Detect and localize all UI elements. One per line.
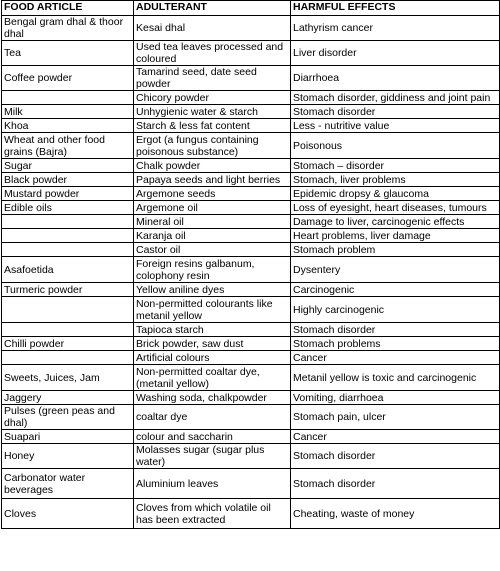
food-article-cell: Asafoetida (2, 257, 134, 283)
harmful-effects-cell: Stomach disorder, giddiness and joint pain (291, 91, 500, 105)
adulterant-cell: Non-permitted coaltar dye, (metanil yellow) (134, 365, 291, 391)
table-row (2, 201, 500, 215)
adulterant-cell: Mineral oil (134, 215, 291, 229)
header-food-article: FOOD ARTICLE (2, 1, 134, 16)
header-row (2, 1, 500, 16)
harmful-effects-cell: Cheating, waste of money (291, 499, 500, 529)
header-adulterant: ADULTERANT (134, 1, 291, 16)
harmful-effects-cell: Less - nutritive value (291, 119, 500, 133)
food-article-cell: Wheat and other food grains (Bajra) (2, 133, 134, 159)
table-row (2, 91, 500, 105)
adulteration-table (1, 0, 500, 529)
table-row (2, 430, 500, 444)
table-body (2, 16, 500, 529)
adulterant-cell: Argemone oil (134, 201, 291, 215)
harmful-effects-cell: Stomach pain, ulcer (291, 405, 500, 430)
food-article-cell: Sugar (2, 159, 134, 173)
harmful-effects-cell: Epidemic dropsy & glaucoma (291, 187, 500, 201)
food-article-cell: Sweets, Juices, Jam (2, 365, 134, 391)
harmful-effects-cell: Cancer (291, 351, 500, 365)
harmful-effects-cell: Cancer (291, 430, 500, 444)
harmful-effects-cell: Stomach disorder (291, 323, 500, 337)
food-article-cell: Bengal gram dhal & thoor dhal (2, 16, 134, 41)
food-article-cell: Khoa (2, 119, 134, 133)
harmful-effects-cell: Liver disorder (291, 41, 500, 66)
food-article-cell (2, 243, 134, 257)
adulterant-cell: Starch & less fat content (134, 119, 291, 133)
adulterant-cell: Unhygienic water & starch (134, 105, 291, 119)
adulterant-cell: Papaya seeds and light berries (134, 173, 291, 187)
food-article-cell: Coffee powder (2, 66, 134, 91)
harmful-effects-cell: Heart problems, liver damage (291, 229, 500, 243)
food-article-cell: Jaggery (2, 391, 134, 405)
table-row (2, 297, 500, 323)
food-article-cell: Pulses (green peas and dhal) (2, 405, 134, 430)
adulterant-cell: Chicory powder (134, 91, 291, 105)
food-article-cell (2, 91, 134, 105)
food-article-cell (2, 323, 134, 337)
adulterant-cell: Brick powder, saw dust (134, 337, 291, 351)
adulterant-cell: colour and saccharin (134, 430, 291, 444)
adulterant-cell: Washing soda, chalkpowder (134, 391, 291, 405)
harmful-effects-cell: Vomiting, diarrhoea (291, 391, 500, 405)
adulterant-cell: Aluminium leaves (134, 469, 291, 499)
table-row (2, 119, 500, 133)
table-row (2, 229, 500, 243)
harmful-effects-cell: Diarrhoea (291, 66, 500, 91)
harmful-effects-cell: Highly carcinogenic (291, 297, 500, 323)
table-row (2, 365, 500, 391)
harmful-effects-cell: Stomach disorder (291, 444, 500, 469)
table-row (2, 283, 500, 297)
harmful-effects-cell: Carcinogenic (291, 283, 500, 297)
food-article-cell: Suapari (2, 430, 134, 444)
adulterant-cell: Foreign resins galbanum, colophony resin (134, 257, 291, 283)
harmful-effects-cell: Stomach – disorder (291, 159, 500, 173)
harmful-effects-cell: Poisonous (291, 133, 500, 159)
food-article-cell: Carbonator water beverages (2, 469, 134, 499)
table-row (2, 499, 500, 529)
table-row (2, 405, 500, 430)
table-row (2, 105, 500, 119)
harmful-effects-cell: Stomach, liver problems (291, 173, 500, 187)
table-row (2, 351, 500, 365)
table-row (2, 16, 500, 41)
table-row (2, 187, 500, 201)
food-article-cell: Black powder (2, 173, 134, 187)
adulterant-cell: Chalk powder (134, 159, 291, 173)
table-row (2, 257, 500, 283)
harmful-effects-cell: Metanil yellow is toxic and carcinogenic (291, 365, 500, 391)
adulterant-cell: coaltar dye (134, 405, 291, 430)
food-article-cell: Edible oils (2, 201, 134, 215)
table-row (2, 173, 500, 187)
harmful-effects-cell: Dysentery (291, 257, 500, 283)
food-article-cell: Tea (2, 41, 134, 66)
food-article-cell: Mustard powder (2, 187, 134, 201)
adulterant-cell: Ergot (a fungus containing poisonous substance) (134, 133, 291, 159)
table-row (2, 337, 500, 351)
adulterant-cell: Tapioca starch (134, 323, 291, 337)
table-row (2, 215, 500, 229)
table-row (2, 159, 500, 173)
food-article-cell (2, 351, 134, 365)
table-row (2, 444, 500, 469)
adulterant-cell: Non-permitted colourants like metanil yellow (134, 297, 291, 323)
adulterant-cell: Molasses sugar (sugar plus water) (134, 444, 291, 469)
food-article-cell: Honey (2, 444, 134, 469)
food-article-cell (2, 229, 134, 243)
food-article-cell (2, 215, 134, 229)
adulterant-cell: Kesai dhal (134, 16, 291, 41)
adulterant-cell: Yellow aniline dyes (134, 283, 291, 297)
harmful-effects-cell: Stomach problem (291, 243, 500, 257)
harmful-effects-cell: Damage to liver, carcinogenic effects (291, 215, 500, 229)
table-row (2, 243, 500, 257)
food-article-cell: Cloves (2, 499, 134, 529)
adulterant-cell: Artificial colours (134, 351, 291, 365)
food-article-cell (2, 297, 134, 323)
harmful-effects-cell: Stomach disorder (291, 105, 500, 119)
table-row (2, 41, 500, 66)
table-row (2, 133, 500, 159)
harmful-effects-cell: Loss of eyesight, heart diseases, tumours (291, 201, 500, 215)
adulterant-cell: Cloves from which volatile oil has been extracted (134, 499, 291, 529)
table-row (2, 391, 500, 405)
adulterant-cell: Argemone seeds (134, 187, 291, 201)
table-row (2, 66, 500, 91)
harmful-effects-cell: Stomach disorder (291, 469, 500, 499)
adulterant-cell: Karanja oil (134, 229, 291, 243)
harmful-effects-cell: Lathyrism cancer (291, 16, 500, 41)
food-article-cell: Turmeric powder (2, 283, 134, 297)
food-article-cell: Chilli powder (2, 337, 134, 351)
adulterant-cell: Castor oil (134, 243, 291, 257)
harmful-effects-cell: Stomach problems (291, 337, 500, 351)
adulterant-cell: Used tea leaves processed and coloured (134, 41, 291, 66)
food-article-cell: Milk (2, 105, 134, 119)
table-row (2, 469, 500, 499)
adulterant-cell: Tamarind seed, date seed powder (134, 66, 291, 91)
header-harmful-effects: HARMFUL EFFECTS (291, 1, 500, 16)
table-row (2, 323, 500, 337)
